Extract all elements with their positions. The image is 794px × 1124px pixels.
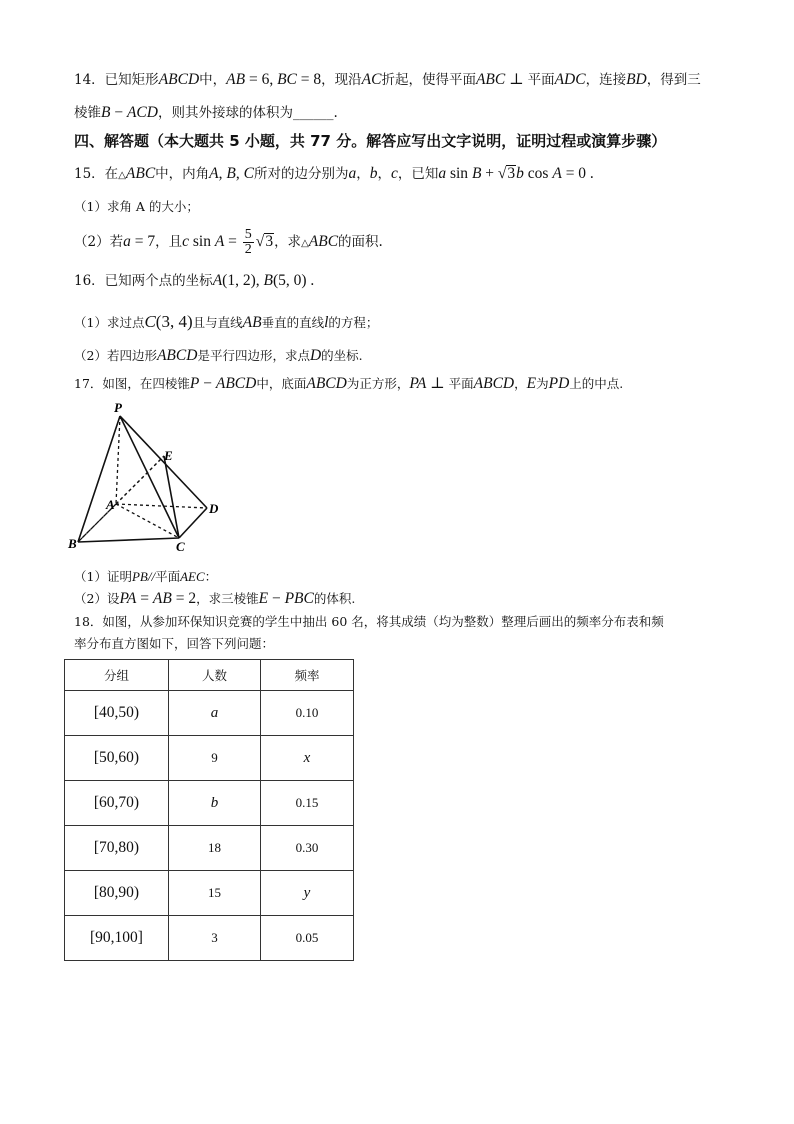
cell-group: [70,80) bbox=[65, 826, 169, 871]
label-D: D bbox=[209, 501, 219, 516]
q17-stem: 17．如图，在四棱锥P − ABCD中，底面ABCD为正方形，PA ⊥ 平面ABCD，E为PD上的中点. bbox=[74, 375, 624, 392]
cell-count: a bbox=[169, 691, 261, 736]
edge-AD bbox=[116, 504, 207, 508]
sqrt-three: √3 bbox=[497, 165, 516, 182]
q16-part1: （1）求过点C(3, 4)且与直线AB垂直的直线l的方程； bbox=[74, 312, 379, 331]
edge-PC bbox=[120, 416, 179, 538]
cell-group: [50,60) bbox=[65, 736, 169, 781]
q16-part2: （2）若四边形ABCD是平行四边形，求点D的坐标. bbox=[74, 347, 363, 364]
sqrt-three: √3 bbox=[255, 233, 274, 250]
table-row bbox=[65, 826, 354, 871]
q18-line2: 率分布直方图如下，回答下列问题： bbox=[74, 636, 275, 651]
table-row bbox=[65, 916, 354, 961]
table-header-row bbox=[65, 660, 354, 691]
cell-group: [40,50) bbox=[65, 691, 169, 736]
label-P: P bbox=[114, 400, 122, 415]
label-E: E bbox=[164, 448, 173, 463]
frequency-table bbox=[64, 659, 354, 961]
header-group: 分组 bbox=[65, 660, 169, 691]
cell-count: 18 bbox=[169, 826, 261, 871]
q15-part1: （1）求角 A 的大小； bbox=[74, 199, 199, 214]
q14-line1: 14．已知矩形ABCD中，AB = 6, BC = 8，现沿AC折起，使得平面ABC ⊥ 平面ADC，连接BD，得到三 bbox=[74, 71, 701, 88]
q18-line1: 18．如图，从参加环保知识竞赛的学生中抽出 60 名，将其成绩（均为整数）整理后画出的频率分布表和频 bbox=[74, 614, 664, 629]
edge-EC bbox=[164, 456, 179, 538]
q16-stem: 16．已知两个点的坐标A(1, 2), B(5, 0) . bbox=[74, 272, 315, 289]
cell-frequency: 0.05 bbox=[261, 916, 354, 961]
edge-AC bbox=[116, 504, 179, 538]
header-frequency: 频率 bbox=[261, 660, 354, 691]
edge-BE bbox=[78, 456, 164, 542]
cell-count: 3 bbox=[169, 916, 261, 961]
q17-part1: （1）证明PB//平面AEC： bbox=[74, 569, 218, 584]
edge-AE bbox=[116, 456, 164, 504]
cell-frequency: x bbox=[261, 736, 354, 781]
cell-frequency: 0.10 bbox=[261, 691, 354, 736]
cell-group: [90,100] bbox=[65, 916, 169, 961]
label-C: C bbox=[176, 539, 185, 554]
edge-CD bbox=[179, 508, 207, 538]
edge-PB bbox=[78, 416, 120, 542]
cell-count: 9 bbox=[169, 736, 261, 781]
cell-count: b bbox=[169, 781, 261, 826]
pyramid-figure bbox=[64, 396, 234, 556]
q14-line2: 棱锥B − ACD，则其外接球的体积为______. bbox=[74, 104, 338, 121]
table-row bbox=[65, 691, 354, 736]
table-row bbox=[65, 736, 354, 781]
section-heading: 四、解答题（本大题共 5 小题，共 77 分。解答应写出文字说明，证明过程或演算步骤） bbox=[74, 132, 667, 150]
q15-part2: （2）若a = 7，且c sin A = $\frac{5}{2}$ √3，求△ABC的面积. bbox=[74, 227, 383, 257]
cell-group: [60,70) bbox=[65, 781, 169, 826]
fraction-five-halves: $\frac{5}{2}$ bbox=[244, 227, 252, 257]
table-row bbox=[65, 781, 354, 826]
cell-count: 15 bbox=[169, 871, 261, 916]
label-B: B bbox=[68, 536, 77, 551]
cell-frequency: 0.30 bbox=[261, 826, 354, 871]
cell-frequency: 0.15 bbox=[261, 781, 354, 826]
cell-frequency: y bbox=[261, 871, 354, 916]
label-A: A bbox=[106, 497, 115, 512]
edge-BC bbox=[78, 538, 179, 542]
edge-PA bbox=[116, 416, 120, 504]
cell-group: [80,90) bbox=[65, 871, 169, 916]
q17-part2: （2）设PA = AB = 2，求三棱锥E − PBC的体积. bbox=[74, 590, 356, 607]
q15-stem: 15．在△ABC中，内角A, B, C所对的边分别为a，b，c，已知a sin B + √3b cos A = 0 . bbox=[74, 165, 594, 182]
header-count: 人数 bbox=[169, 660, 261, 691]
table-row bbox=[65, 871, 354, 916]
